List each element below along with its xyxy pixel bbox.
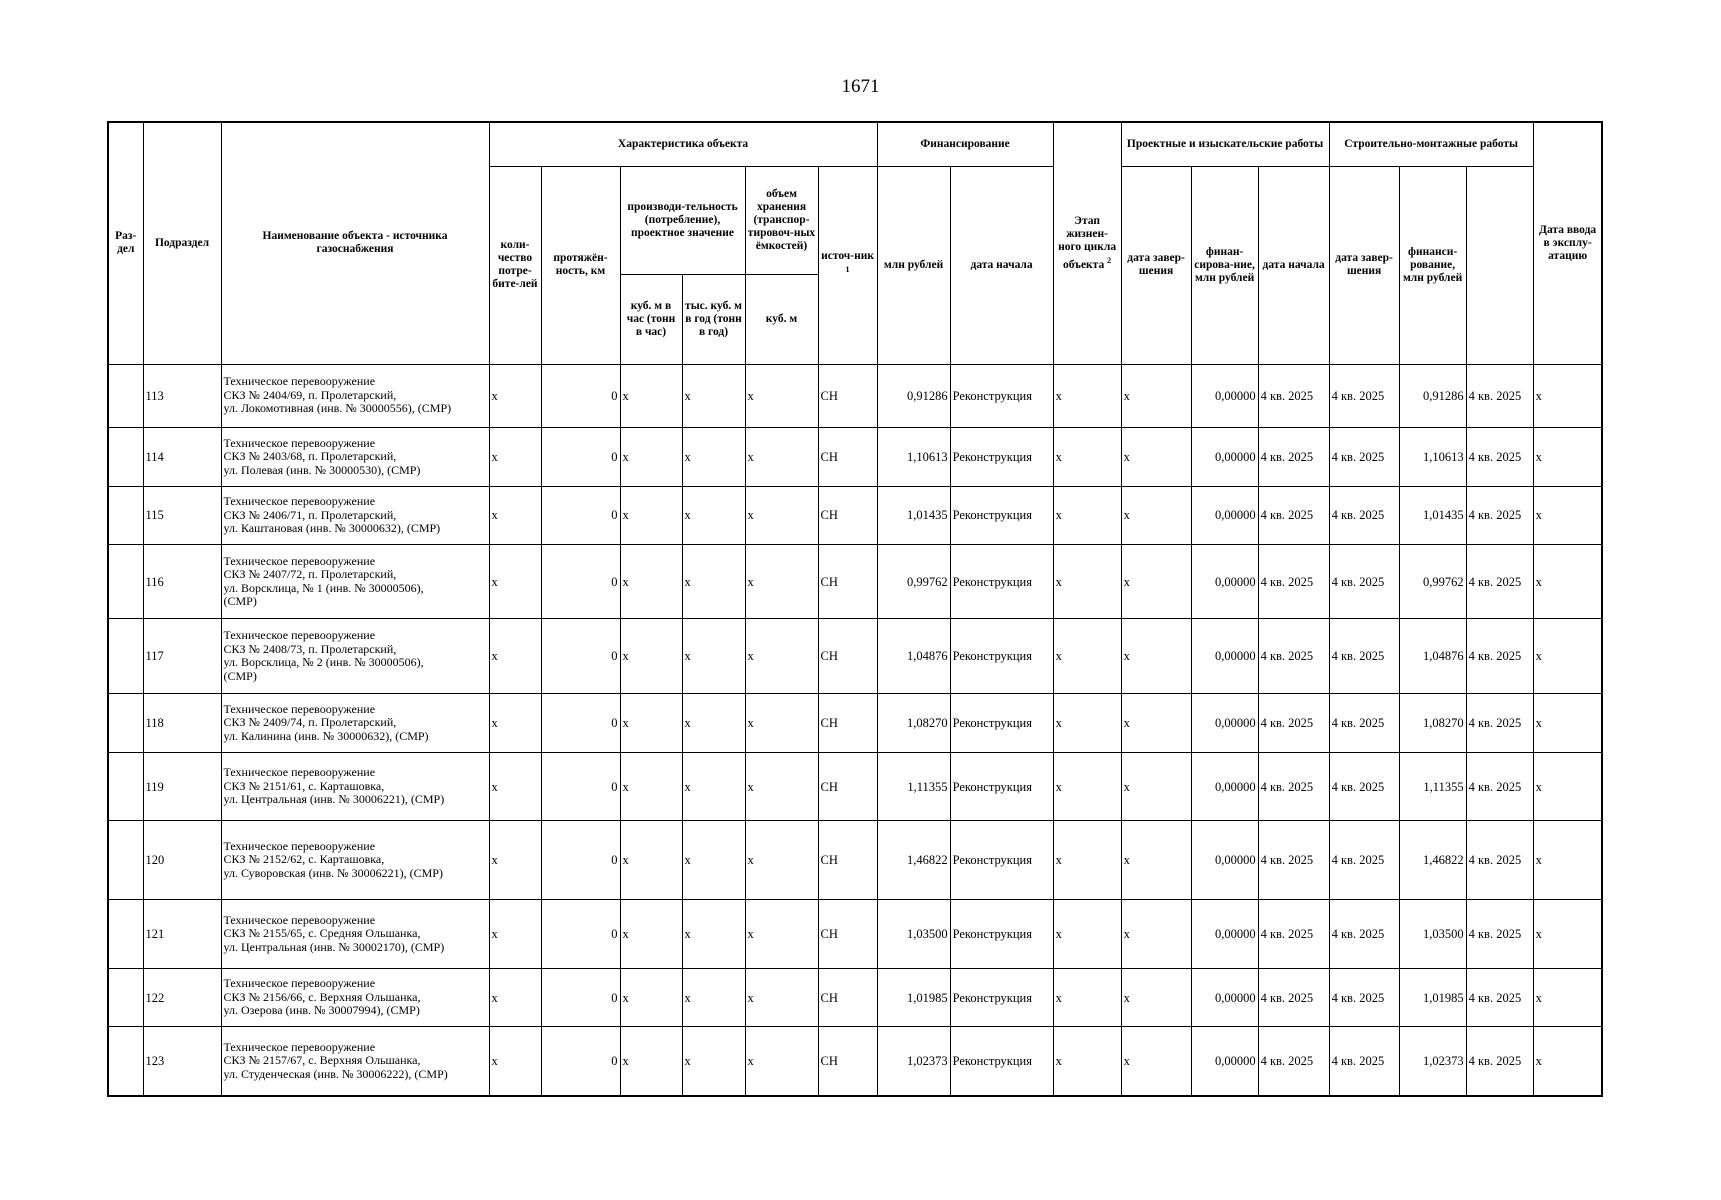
cell-design-start: х — [1053, 544, 1121, 618]
cell-storage: х — [745, 486, 818, 544]
header-mln-rub: млн рублей — [877, 166, 950, 364]
cell-constr-fin: 1,03500 — [1399, 899, 1466, 968]
cell-name — [221, 364, 489, 427]
cell-length: 0 — [541, 486, 620, 544]
cell-razdel — [108, 969, 143, 1027]
cell-per-hour: х — [620, 427, 682, 486]
table-row — [108, 969, 1602, 1027]
cell-source: СН — [818, 821, 877, 900]
cell-razdel — [108, 486, 143, 544]
name-line: (СМР) — [223, 594, 257, 609]
cell-source: СН — [818, 969, 877, 1027]
cell-podrazdel: 114 — [143, 427, 221, 486]
cell-storage: х — [745, 821, 818, 900]
cell-source: СН — [818, 364, 877, 427]
cell-design-start: х — [1053, 969, 1121, 1027]
cell-commissioning: 4 кв. 2025 — [1466, 969, 1533, 1027]
cell-group: х — [1533, 693, 1602, 752]
cell-design-fin: 0,00000 — [1191, 364, 1258, 427]
cell-per-hour: х — [620, 544, 682, 618]
cell-length: 0 — [541, 821, 620, 900]
name-line: ул. Центральная (инв. № 30006221), (СМР) — [223, 792, 445, 807]
cell-design-end: х — [1121, 1027, 1191, 1096]
cell-constr-start: 4 кв. 2025 — [1258, 821, 1329, 900]
cell-financing: 1,08270 — [877, 693, 950, 752]
header-consumers-count: коли-чество потре-бите-лей — [489, 166, 541, 364]
cell-per-year: х — [682, 969, 745, 1027]
cell-per-year: х — [682, 619, 745, 693]
table-row — [108, 693, 1602, 752]
name-line: Техническое перевооружение — [223, 628, 376, 643]
cell-consumers: х — [489, 427, 541, 486]
cell-consumers: х — [489, 969, 541, 1027]
name-line: (СМР) — [223, 668, 257, 683]
cell-stage: Реконструкция — [950, 752, 1053, 820]
cell-storage: х — [745, 899, 818, 968]
name-line: СКЗ № 2409/74, п. Пролетарский, — [223, 715, 397, 730]
cell-constr-end: 4 кв. 2025 — [1329, 364, 1399, 427]
cell-constr-start: 4 кв. 2025 — [1258, 427, 1329, 486]
cell-constr-fin: 1,10613 — [1399, 427, 1466, 486]
cell-design-fin: 0,00000 — [1191, 693, 1258, 752]
cell-commissioning: 4 кв. 2025 — [1466, 486, 1533, 544]
cell-design-end: х — [1121, 619, 1191, 693]
header-characteristic: Характеристика объекта — [489, 122, 877, 166]
header-per-hour: куб. м в час (тонн в час) — [620, 274, 682, 364]
cell-consumers: х — [489, 1027, 541, 1096]
name-line: ул. Каштановая (инв. № 30000632), (СМР) — [223, 521, 441, 536]
cell-consumers: х — [489, 364, 541, 427]
table-row — [108, 1027, 1602, 1096]
cell-name — [221, 1027, 489, 1096]
cell-constr-end: 4 кв. 2025 — [1329, 752, 1399, 820]
cell-design-start: х — [1053, 486, 1121, 544]
cell-constr-end: 4 кв. 2025 — [1329, 619, 1399, 693]
header-podrazdel: Подраздел — [143, 122, 221, 364]
table-row — [108, 821, 1602, 900]
register-table — [107, 121, 1603, 1097]
cell-constr-end: 4 кв. 2025 — [1329, 821, 1399, 900]
cell-constr-end: 4 кв. 2025 — [1329, 427, 1399, 486]
cell-financing: 1,10613 — [877, 427, 950, 486]
header-name: Наименование объекта - источника газоснабжения — [221, 122, 489, 364]
cell-podrazdel: 115 — [143, 486, 221, 544]
cell-name — [221, 821, 489, 900]
cell-constr-fin: 0,91286 — [1399, 364, 1466, 427]
cell-design-end: х — [1121, 486, 1191, 544]
cell-stage: Реконструкция — [950, 619, 1053, 693]
cell-podrazdel: 120 — [143, 821, 221, 900]
cell-commissioning: 4 кв. 2025 — [1466, 427, 1533, 486]
name-line: Техническое перевооружение — [223, 976, 376, 991]
cell-constr-start: 4 кв. 2025 — [1258, 544, 1329, 618]
cell-constr-fin: 1,11355 — [1399, 752, 1466, 820]
cell-design-end: х — [1121, 427, 1191, 486]
cell-constr-start: 4 кв. 2025 — [1258, 619, 1329, 693]
cell-financing: 1,01985 — [877, 969, 950, 1027]
cell-storage: х — [745, 427, 818, 486]
cell-design-end: х — [1121, 364, 1191, 427]
cell-consumers: х — [489, 752, 541, 820]
cell-design-fin: 0,00000 — [1191, 752, 1258, 820]
name-line: ул. Суворовская (инв. № 30006221), (СМР) — [223, 865, 443, 880]
cell-commissioning: 4 кв. 2025 — [1466, 364, 1533, 427]
cell-commissioning: 4 кв. 2025 — [1466, 1027, 1533, 1096]
name-line: СКЗ № 2152/62, с. Карташовка, — [223, 852, 385, 867]
cell-design-end: х — [1121, 969, 1191, 1027]
cell-commissioning: 4 кв. 2025 — [1466, 693, 1533, 752]
cell-source: СН — [818, 544, 877, 618]
cell-podrazdel: 121 — [143, 899, 221, 968]
cell-commissioning: 4 кв. 2025 — [1466, 821, 1533, 900]
table-row — [108, 752, 1602, 820]
cell-source: СН — [818, 1027, 877, 1096]
cell-per-hour: х — [620, 693, 682, 752]
cell-per-year: х — [682, 693, 745, 752]
cell-group: х — [1533, 486, 1602, 544]
cell-financing: 1,03500 — [877, 899, 950, 968]
table-row — [108, 899, 1602, 968]
cell-stage: Реконструкция — [950, 969, 1053, 1027]
cell-constr-start: 4 кв. 2025 — [1258, 364, 1329, 427]
name-line: Техническое перевооружение — [223, 912, 376, 927]
cell-design-start: х — [1053, 693, 1121, 752]
table-row — [108, 619, 1602, 693]
cell-consumers: х — [489, 821, 541, 900]
cell-constr-fin: 0,99762 — [1399, 544, 1466, 618]
cell-group: х — [1533, 969, 1602, 1027]
cell-razdel — [108, 821, 143, 900]
cell-podrazdel: 113 — [143, 364, 221, 427]
cell-design-fin: 0,00000 — [1191, 821, 1258, 900]
cell-financing: 1,04876 — [877, 619, 950, 693]
cell-source: СН — [818, 899, 877, 968]
name-line: Техническое перевооружение — [223, 494, 376, 509]
cell-per-hour: х — [620, 486, 682, 544]
cell-per-year: х — [682, 364, 745, 427]
cell-storage: х — [745, 619, 818, 693]
cell-design-fin: 0,00000 — [1191, 1027, 1258, 1096]
header-financing: Финансирование — [877, 122, 1053, 166]
name-line: СКЗ № 2406/71, п. Пролетарский, — [223, 507, 397, 522]
table-row — [108, 486, 1602, 544]
cell-stage: Реконструкция — [950, 427, 1053, 486]
cell-razdel — [108, 364, 143, 427]
header-productivity: производи-тельность (потребление), проектное значение — [620, 166, 745, 274]
cell-constr-end: 4 кв. 2025 — [1329, 544, 1399, 618]
cell-group: х — [1533, 619, 1602, 693]
cell-design-start: х — [1053, 752, 1121, 820]
cell-constr-start: 4 кв. 2025 — [1258, 486, 1329, 544]
cell-razdel — [108, 544, 143, 618]
cell-design-start: х — [1053, 619, 1121, 693]
cell-per-hour: х — [620, 364, 682, 427]
name-line: СКЗ № 2156/66, с. Верхняя Ольшанка, — [223, 989, 421, 1004]
cell-per-hour: х — [620, 821, 682, 900]
cell-length: 0 — [541, 752, 620, 820]
name-line: СКЗ № 2408/73, п. Пролетарский, — [223, 641, 397, 656]
cell-name — [221, 969, 489, 1027]
header-constr-end: дата завер-шения — [1329, 166, 1399, 364]
page-number: 1671 — [841, 76, 880, 97]
cell-per-hour: х — [620, 619, 682, 693]
cell-source: СН — [818, 693, 877, 752]
cell-constr-start: 4 кв. 2025 — [1258, 969, 1329, 1027]
name-line: Техническое перевооружение — [223, 701, 376, 716]
cell-podrazdel: 119 — [143, 752, 221, 820]
cell-podrazdel: 122 — [143, 969, 221, 1027]
header-design-start: дата начала — [950, 166, 1053, 364]
cell-commissioning: 4 кв. 2025 — [1466, 619, 1533, 693]
table-row — [108, 427, 1602, 486]
cell-constr-end: 4 кв. 2025 — [1329, 1027, 1399, 1096]
name-line: ул. Полевая (инв. № 30000530), (СМР) — [223, 462, 421, 477]
cell-group: х — [1533, 364, 1602, 427]
name-line: СКЗ № 2155/65, с. Средняя Ольшанка, — [223, 926, 421, 941]
cell-storage: х — [745, 364, 818, 427]
cell-razdel — [108, 427, 143, 486]
cell-razdel — [108, 693, 143, 752]
name-line: ул. Ворсклица, № 2 (инв. № 30000506), — [223, 655, 424, 670]
name-line: ул. Ворсклица, № 1 (инв. № 30000506), — [223, 580, 424, 595]
cell-constr-start: 4 кв. 2025 — [1258, 693, 1329, 752]
name-line: СКЗ № 2403/68, п. Пролетарский, — [223, 449, 397, 464]
cell-financing: 1,11355 — [877, 752, 950, 820]
cell-design-fin: 0,00000 — [1191, 619, 1258, 693]
cell-razdel — [108, 619, 143, 693]
cell-design-end: х — [1121, 821, 1191, 900]
header-storage: объем хранения (транспор-тировоч-ных ёмкостей) — [745, 166, 818, 274]
cell-constr-fin: 1,01435 — [1399, 486, 1466, 544]
cell-group: х — [1533, 821, 1602, 900]
cell-stage: Реконструкция — [950, 899, 1053, 968]
cell-length: 0 — [541, 693, 620, 752]
cell-design-start: х — [1053, 899, 1121, 968]
cell-per-year: х — [682, 427, 745, 486]
cell-stage: Реконструкция — [950, 693, 1053, 752]
name-line: ул. Озерова (инв. № 30007994), (СМР) — [223, 1003, 420, 1018]
cell-per-hour: х — [620, 1027, 682, 1096]
cell-group: х — [1533, 544, 1602, 618]
cell-commissioning: 4 кв. 2025 — [1466, 544, 1533, 618]
name-line: ул. Центральная (инв. № 30002170), (СМР) — [223, 939, 445, 954]
cell-constr-end: 4 кв. 2025 — [1329, 899, 1399, 968]
cell-length: 0 — [541, 899, 620, 968]
header-length: протяжён-ность, км — [541, 166, 620, 364]
cell-source: СН — [818, 619, 877, 693]
cell-constr-start: 4 кв. 2025 — [1258, 752, 1329, 820]
name-line: СКЗ № 2407/72, п. Пролетарский, — [223, 567, 397, 582]
cell-per-year: х — [682, 544, 745, 618]
header-source: источ-ник $^1$ — [818, 166, 877, 364]
cell-per-year: х — [682, 899, 745, 968]
cell-razdel — [108, 752, 143, 820]
cell-name — [221, 544, 489, 618]
cell-group: х — [1533, 752, 1602, 820]
cell-length: 0 — [541, 544, 620, 618]
cell-financing: 1,46822 — [877, 821, 950, 900]
table-row — [108, 364, 1602, 427]
cell-podrazdel: 123 — [143, 1027, 221, 1096]
cell-storage: х — [745, 752, 818, 820]
cell-commissioning: 4 кв. 2025 — [1466, 899, 1533, 968]
name-line: ул. Студенческая (инв. № 30006222), (СМР) — [223, 1066, 448, 1081]
name-line: Техническое перевооружение — [223, 838, 376, 853]
cell-design-end: х — [1121, 899, 1191, 968]
cell-constr-end: 4 кв. 2025 — [1329, 969, 1399, 1027]
cell-name — [221, 899, 489, 968]
cell-design-start: х — [1053, 427, 1121, 486]
cell-group: х — [1533, 1027, 1602, 1096]
cell-constr-fin: 1,04876 — [1399, 619, 1466, 693]
cell-constr-end: 4 кв. 2025 — [1329, 486, 1399, 544]
header-design: Проектные и изыскательские работы — [1121, 122, 1329, 166]
name-line: СКЗ № 2151/61, с. Карташовка, — [223, 778, 385, 793]
cell-stage: Реконструкция — [950, 544, 1053, 618]
cell-financing: 1,01435 — [877, 486, 950, 544]
header-design-end: дата завер-шения — [1121, 166, 1191, 364]
cell-name — [221, 486, 489, 544]
cell-design-fin: 0,00000 — [1191, 486, 1258, 544]
name-line: СКЗ № 2404/69, п. Пролетарский, — [223, 387, 397, 402]
cell-stage: Реконструкция — [950, 486, 1053, 544]
cell-consumers: х — [489, 899, 541, 968]
cell-name — [221, 427, 489, 486]
cell-consumers: х — [489, 486, 541, 544]
cell-commissioning: 4 кв. 2025 — [1466, 752, 1533, 820]
cell-length: 0 — [541, 1027, 620, 1096]
name-line: ул. Калинина (инв. № 30000632), (СМР) — [223, 728, 429, 743]
cell-per-hour: х — [620, 752, 682, 820]
cell-stage: Реконструкция — [950, 364, 1053, 427]
cell-storage: х — [745, 693, 818, 752]
header-constr-fin: финанси-рование, млн рублей — [1399, 166, 1466, 364]
cell-per-year: х — [682, 1027, 745, 1096]
cell-constr-fin: 1,08270 — [1399, 693, 1466, 752]
cell-consumers: х — [489, 544, 541, 618]
cell-design-end: х — [1121, 752, 1191, 820]
cell-storage: х — [745, 544, 818, 618]
cell-constr-fin: 1,02373 — [1399, 1027, 1466, 1096]
cell-length: 0 — [541, 364, 620, 427]
name-line: Техническое перевооружение — [223, 1039, 376, 1054]
cell-consumers: х — [489, 693, 541, 752]
cell-per-hour: х — [620, 969, 682, 1027]
cell-stage: Реконструкция — [950, 1027, 1053, 1096]
name-line: Техническое перевооружение — [223, 435, 376, 450]
header-design-fin: финан-сирова-ние, млн рублей — [1191, 166, 1258, 364]
cell-storage: х — [745, 969, 818, 1027]
cell-design-fin: 0,00000 — [1191, 427, 1258, 486]
cell-constr-start: 4 кв. 2025 — [1258, 899, 1329, 968]
cell-name — [221, 619, 489, 693]
name-line: Техническое перевооружение — [223, 765, 376, 780]
cell-constr-fin: 1,46822 — [1399, 821, 1466, 900]
cell-group: х — [1533, 899, 1602, 968]
cell-source: СН — [818, 486, 877, 544]
header-stage: Этап жизнен-ного цикла объекта $^2$ — [1053, 122, 1121, 364]
cell-name — [221, 752, 489, 820]
table-row — [108, 544, 1602, 618]
name-line: СКЗ № 2157/67, с. Верхняя Ольшанка, — [223, 1053, 421, 1068]
cell-design-fin: 0,00000 — [1191, 899, 1258, 968]
name-line: Техническое перевооружение — [223, 374, 376, 389]
name-line: Техническое перевооружение — [223, 553, 376, 568]
cell-constr-end: 4 кв. 2025 — [1329, 693, 1399, 752]
cell-razdel — [108, 899, 143, 968]
cell-podrazdel: 117 — [143, 619, 221, 693]
cell-constr-start: 4 кв. 2025 — [1258, 1027, 1329, 1096]
cell-constr-fin: 1,01985 — [1399, 969, 1466, 1027]
cell-consumers: х — [489, 619, 541, 693]
cell-group: х — [1533, 427, 1602, 486]
cell-stage: Реконструкция — [950, 821, 1053, 900]
cell-length: 0 — [541, 427, 620, 486]
cell-name — [221, 693, 489, 752]
header-commissioning: Дата ввода в эксплу-атацию — [1533, 122, 1602, 364]
cell-length: 0 — [541, 619, 620, 693]
cell-source: СН — [818, 752, 877, 820]
cell-podrazdel: 116 — [143, 544, 221, 618]
cell-per-year: х — [682, 752, 745, 820]
name-line: ул. Локомотивная (инв. № 30000556), (СМР) — [223, 401, 452, 416]
cell-source: СН — [818, 427, 877, 486]
header-constr-start: дата начала — [1258, 166, 1329, 364]
cell-design-fin: 0,00000 — [1191, 969, 1258, 1027]
header-per-year: тыс. куб. м в год (тонн в год) — [682, 274, 745, 364]
cell-length: 0 — [541, 969, 620, 1027]
cell-financing: 0,99762 — [877, 544, 950, 618]
cell-design-end: х — [1121, 693, 1191, 752]
cell-per-hour: х — [620, 899, 682, 968]
cell-design-start: х — [1053, 1027, 1121, 1096]
cell-design-end: х — [1121, 544, 1191, 618]
cell-storage: х — [745, 1027, 818, 1096]
cell-per-year: х — [682, 486, 745, 544]
cell-razdel — [108, 1027, 143, 1096]
cell-per-year: х — [682, 821, 745, 900]
cell-design-start: х — [1053, 821, 1121, 900]
header-razdel: Раз-дел — [108, 122, 143, 364]
cell-podrazdel: 118 — [143, 693, 221, 752]
header-construction: Строительно-монтажные работы — [1329, 122, 1533, 166]
cell-design-fin: 0,00000 — [1191, 544, 1258, 618]
cell-financing: 1,02373 — [877, 1027, 950, 1096]
header-storage-unit: куб. м — [745, 274, 818, 364]
cell-financing: 0,91286 — [877, 364, 950, 427]
cell-design-start: х — [1053, 364, 1121, 427]
